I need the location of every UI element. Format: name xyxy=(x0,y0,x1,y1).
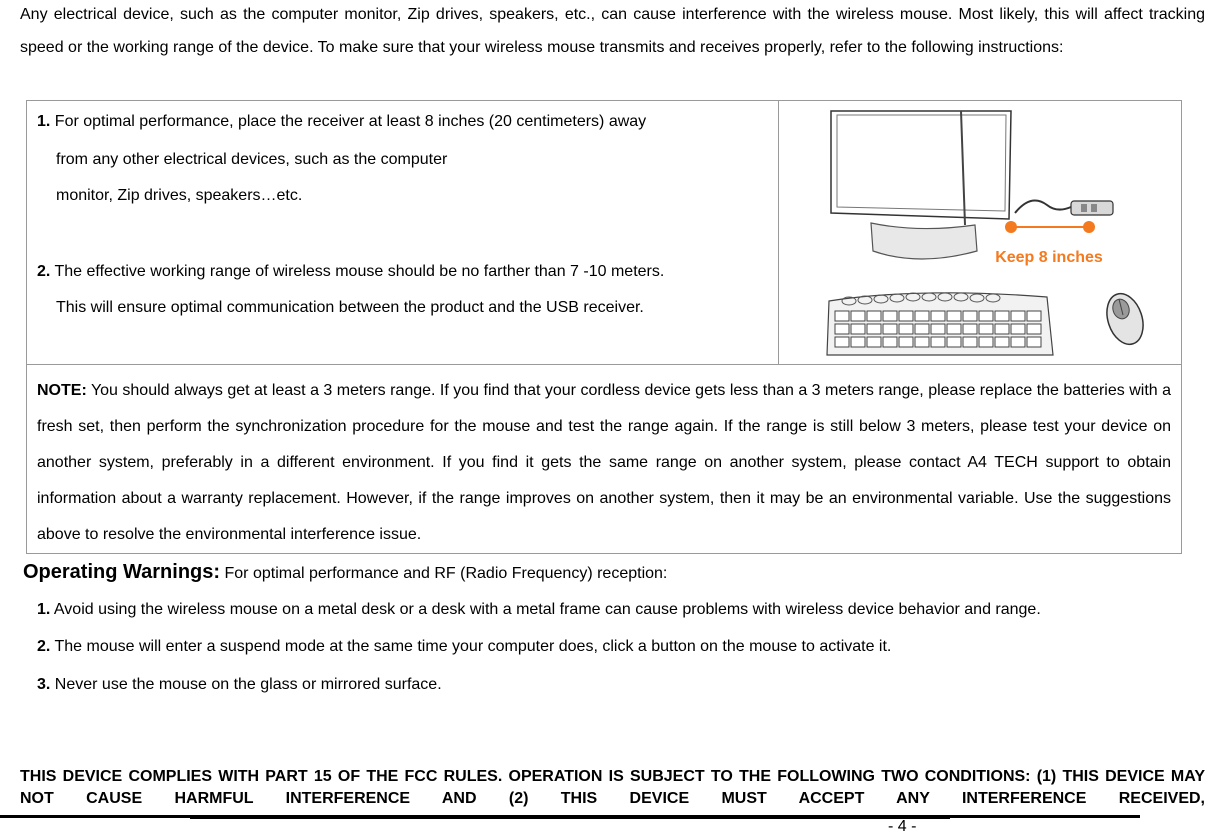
note-body: You should always get at least a 3 meters range. If you find that your cordless device gets less than a 3 meters range, please replace the batteries with a fresh set, then perform the synchronization procedure for the mouse and test the range again. If the range is still below 3 meters, please test your device on another system, preferably in a different environment. If you find it gets the same range on another system, please contact A4 TECH support to obtain information about a warranty replacement. However, if the range improves on another system, then it may be an environmental variable. Use the suggestions above to resolve the environmental interference issue. xyxy=(37,382,1172,543)
warning-item-2: 2. The mouse will enter a suspend mode at the same time your computer does, click a button on the mouse to activate it. xyxy=(37,638,892,655)
distance-marker-icon xyxy=(1005,221,1095,233)
step-1-line-2: from any other electrical devices, such as the computer xyxy=(56,151,448,168)
note-paragraph xyxy=(27,365,1181,553)
warning-item-1: 1. Avoid using the wireless mouse on a metal desk or a desk with a metal frame can cause problems with wireless device behavior and range. xyxy=(37,601,1041,618)
page-number: - 4 - xyxy=(888,818,917,835)
steps-cell xyxy=(27,101,779,365)
monitor-icon xyxy=(831,111,1011,259)
warnings-subtitle: For optimal performance and RF (Radio Frequency) reception: xyxy=(224,565,668,582)
intro-paragraph: Any electrical device, such as the computer monitor, Zip drives, speakers, etc., can cause interference with the wireless mouse. Most likely, this will affect tracking speed or the working range of the device. To make sure that your wireless mouse transmits and receives properly, refer to the following instructions: xyxy=(20,6,1205,56)
keep-distance-label: Keep 8 inches xyxy=(995,249,1103,266)
step-1-line-1: 1. For optimal performance, place the receiver at least 8 inches (20 centimeters) away xyxy=(37,113,647,130)
usb-receiver-icon xyxy=(1015,201,1113,216)
mouse-icon xyxy=(1101,289,1149,349)
warning-item-3: 3. Never use the mouse on the glass or mirrored surface. xyxy=(37,676,442,693)
illustration-cell xyxy=(779,101,1182,365)
note-cell xyxy=(27,365,1182,554)
note-label: NOTE: xyxy=(37,382,87,399)
setup-illustration xyxy=(779,101,1181,364)
instructions-table xyxy=(26,100,1182,554)
warnings-title: Operating Warnings: xyxy=(23,561,221,583)
warnings-heading xyxy=(23,561,667,584)
fcc-statement: THIS DEVICE COMPLIES WITH PART 15 OF THE FCC RULES. OPERATION IS SUBJECT TO THE FOLLOWING TWO CONDITIONS: (1) THIS DEVICE MAY NOT CAUSE HARMFUL INTERFERENCE AND (2) THIS DEVICE MUST ACCEPT ANY INTERFERENCE RECEIVED, xyxy=(20,768,1205,807)
step-2-line-1: 2. The effective working range of wireless mouse should be no farther than 7 -10 meters. xyxy=(37,263,665,280)
keyboard-icon xyxy=(827,293,1053,355)
step-2-line-2: This will ensure optimal communication between the product and the USB receiver. xyxy=(56,299,644,316)
footer-rule-thin xyxy=(190,818,950,819)
step-1-line-3: monitor, Zip drives, speakers…etc. xyxy=(56,187,303,204)
